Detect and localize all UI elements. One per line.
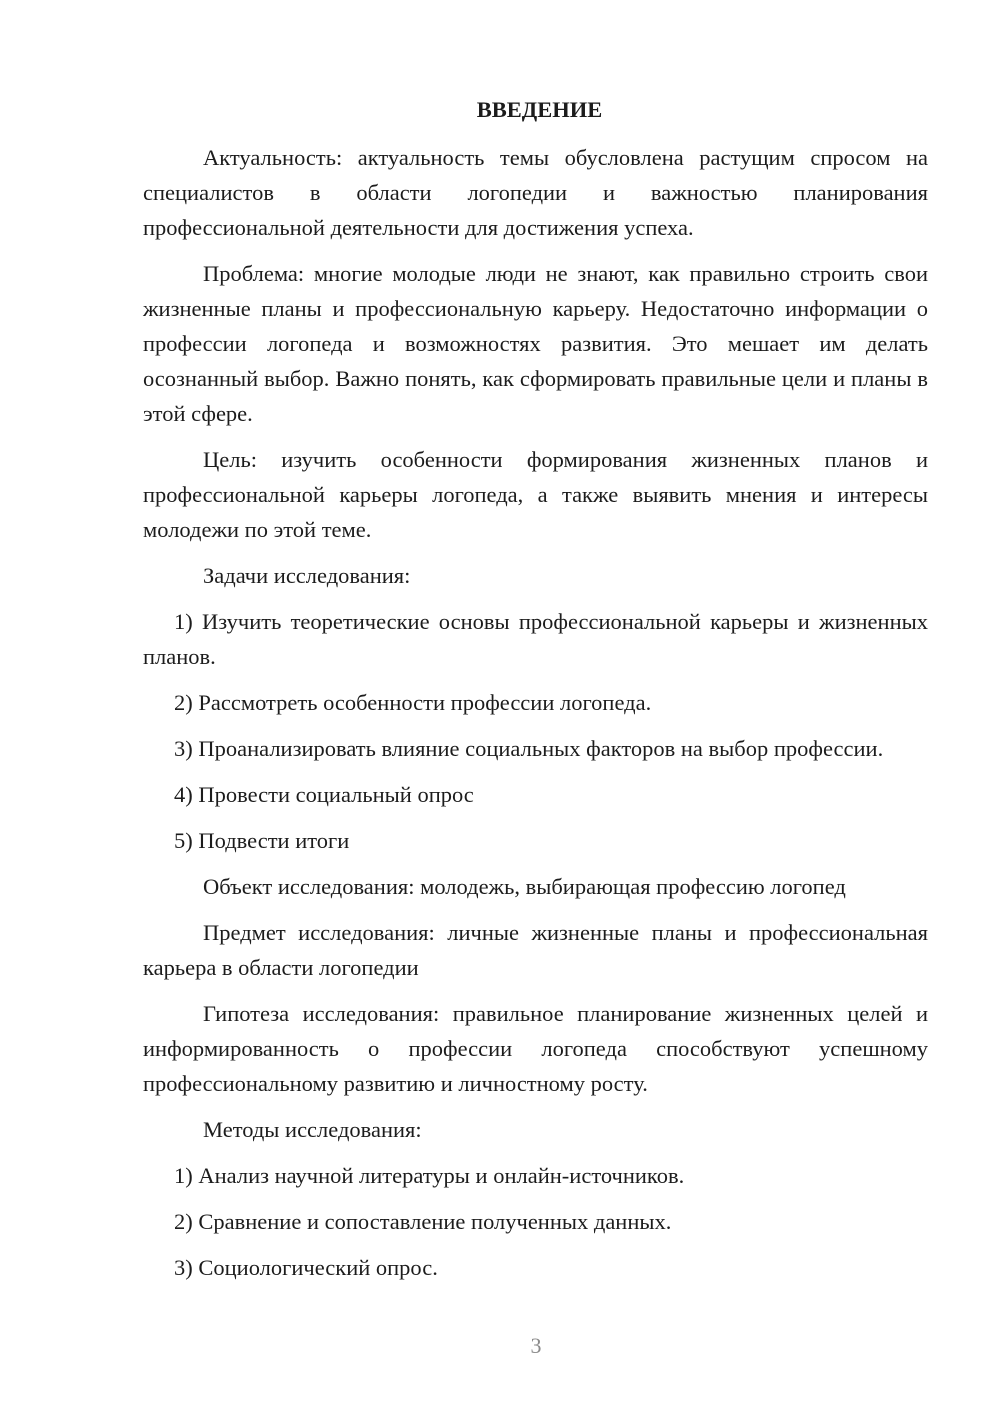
subject-paragraph: Предмет исследования: личные жизненные планы и профессиональная карьера в области логопедии	[143, 920, 928, 980]
tasks-heading: Задачи исследования:	[203, 563, 411, 588]
relevance-paragraph: Актуальность: актуальность темы обусловлена растущим спросом на специалистов в области логопедии и важностью планирования профессиональной деятельности для достижения успеха.	[143, 145, 928, 240]
object-paragraph: Объект исследования: молодежь, выбирающая профессию логопед	[203, 874, 846, 899]
task-item: 2) Рассмотреть особенности профессии логопеда.	[174, 690, 652, 715]
task-item: 1) Изучить теоретические основы профессиональной карьеры и жизненных планов.	[143, 609, 928, 669]
page-content	[143, 92, 928, 1296]
method-item: 1) Анализ научной литературы и онлайн-источников.	[174, 1163, 685, 1188]
method-item: 2) Сравнение и сопоставление полученных данных.	[174, 1209, 672, 1234]
task-item: 5) Подвести итоги	[174, 828, 350, 853]
page-number: 3	[530, 1333, 542, 1358]
task-item: 4) Провести социальный опрос	[174, 782, 474, 807]
goal-paragraph: Цель: изучить особенности формирования жизненных планов и профессиональной карьеры логопеда, а также выявить мнения и интересы молодежи по этой теме.	[143, 447, 928, 542]
task-item: 3) Проанализировать влияние социальных факторов на выбор профессии.	[174, 736, 884, 761]
section-title: ВВЕДЕНИЕ	[476, 97, 603, 122]
hypothesis-paragraph: Гипотеза исследования: правильное планирование жизненных целей и информированность о профессии логопеда способствуют успешному профессиональному развитию и личностному росту.	[143, 1001, 928, 1096]
problem-paragraph: Проблема: многие молодые люди не знают, как правильно строить свои жизненные планы и профессиональную карьеру. Недостаточно информации о профессии логопеда и возможностях развития. Это мешает им делать осознанный выбор. Важно понять, как сформировать правильные цели и планы в этой сфере.	[143, 261, 928, 426]
method-item: 3) Социологический опрос.	[174, 1255, 438, 1280]
methods-heading: Методы исследования:	[203, 1117, 422, 1142]
